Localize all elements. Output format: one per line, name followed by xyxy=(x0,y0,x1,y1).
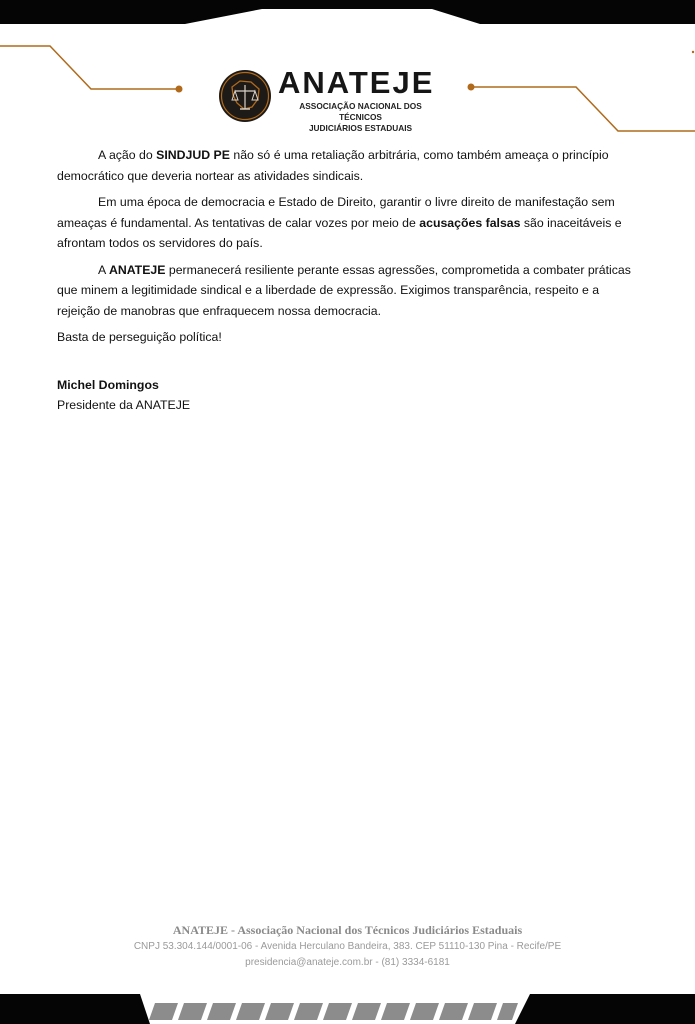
logo-subtitle-line1: ASSOCIAÇÃO NACIONAL DOS TÉCNICOS xyxy=(299,101,422,122)
footer-org: ANATEJE - Associação Nacional dos Técnicos Judiciários Estaduais xyxy=(172,923,523,937)
signature-title: Presidente da ANATEJE xyxy=(57,398,191,412)
logo-subtitle-line2: JUDICIÁRIOS ESTADUAIS xyxy=(308,123,413,133)
p2-bold: acusações falsas xyxy=(419,215,521,230)
p3-text-post: permanecerá resiliente perante essas agressões, comprometida a combater práticas que minem a legitimidade sindical e a liberdade de expressão. Exigimos transparência, respeito e a rejeição de manobras que enfraquecem nossa democracia. xyxy=(57,262,631,318)
p2-text-pre: Em uma época de democracia e Estado de Direito, garantir o livre direito de manifestação sem ameaças é fundamental. As tentativas de calar vozes por meio de xyxy=(57,195,615,230)
signature-name: Michel Domingos xyxy=(57,378,159,392)
p1-text-pre: A ação do xyxy=(98,148,157,162)
p2-text-post: são inaceitáveis e afrontam todos os servidores do país. xyxy=(57,215,622,250)
paragraph-1 xyxy=(57,145,642,186)
letter-body xyxy=(57,145,642,354)
p3-bold: ANATEJE xyxy=(108,262,166,277)
logo-subtitle xyxy=(278,101,443,134)
footer-address: CNPJ 53.304.144/0001-06 - Avenida Herculano Bandeira, 383. CEP 51110-130 Pina - Recife/PE xyxy=(133,941,562,952)
paragraph-2 xyxy=(57,192,642,254)
footer-contact: presidencia@anateje.com.br - (81) 3334-6181 xyxy=(245,957,450,968)
p1-bold: SINDJUD PE xyxy=(156,148,230,162)
paragraph-4: Basta de perseguição política! xyxy=(57,330,222,344)
paragraph-3 xyxy=(57,260,642,322)
stripe-pattern xyxy=(149,1003,518,1020)
signature-block xyxy=(57,375,190,415)
footer-decoration xyxy=(0,990,695,1024)
footer xyxy=(0,922,695,971)
p1-text-post: não só é uma retaliação arbitrária, como também ameaça o princípio democrático que deveria nortear as atividades sindicais. xyxy=(57,148,609,183)
p3-text-pre: A xyxy=(98,262,109,277)
scales-of-justice-icon xyxy=(218,69,272,123)
anateje-logo xyxy=(218,65,448,133)
logo-title: ANATEJE xyxy=(278,65,435,100)
